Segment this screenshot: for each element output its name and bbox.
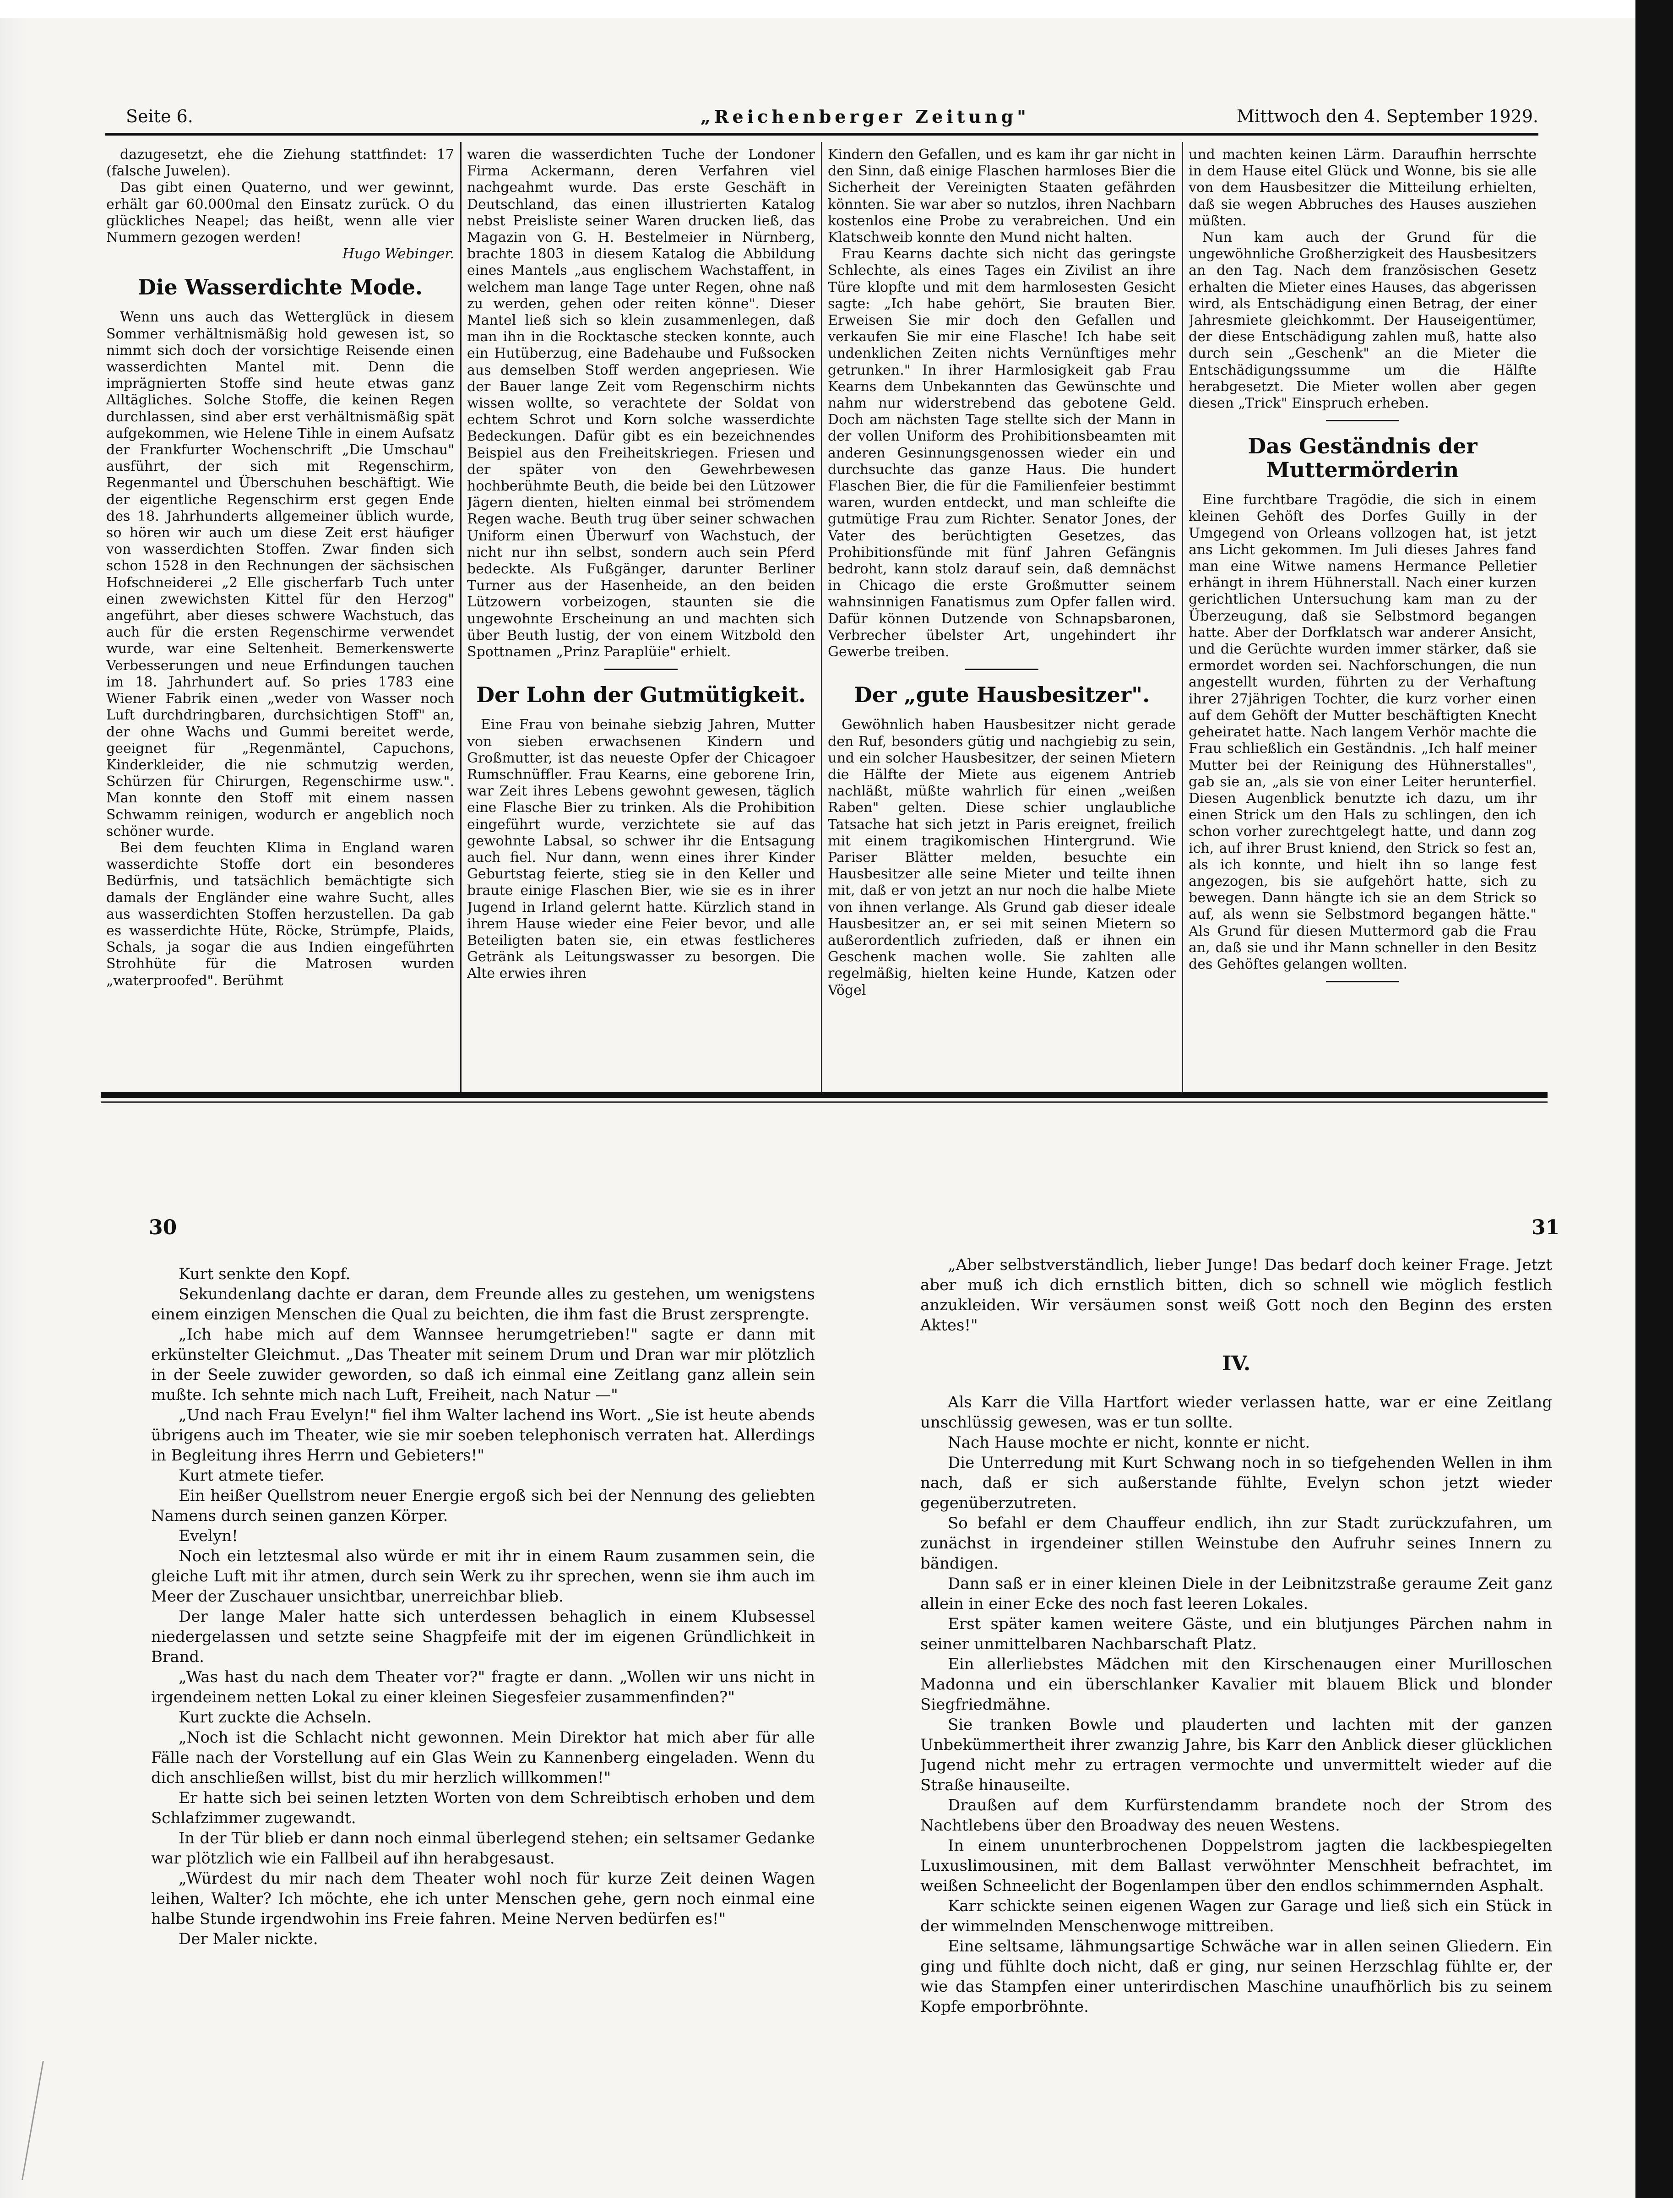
column-1 (106, 147, 454, 1085)
novel-paragraph: Sie tranken Bowle und plauderten und lachten mit der ganzen Unbekümmertheit ihrer zwanzig Jahre, bis Karr den Anblick dieser glücklichen Jugend nicht mehr zu ertragen vermochte und unvermittelt wieder auf die Straße hinauseilte. (920, 1716, 1552, 1794)
section-rule (101, 1092, 1548, 1098)
novel-paragraph: In der Tür blieb er dann noch einmal überlegend stehen; ein seltsamer Gedanke war plötzlich wie ein Fallbeil auf ihn herabgesaust. (151, 1829, 815, 1868)
page-number-left: 30 (149, 1216, 177, 1239)
novel-paragraph: Draußen auf dem Kurfürstendamm brandete noch der Strom des Nachtlebens über den Broadway des neuen Westens. (920, 1796, 1552, 1835)
article-paragraph: Kindern den Gefallen, und es kam ihr gar nicht in den Sinn, daß einige Flaschen harmloses Bier die Sicherheit der Vereinigten Staaten gefährden könnten. Sie war aber so nutzlos, ihren Nachbarn kostenlos eine Probe zu verabreichen. Und ein Klatschweib konnte den Mund nicht halten. (828, 147, 1176, 246)
newspaper-title: „Reichenberger Zeitung" (701, 106, 1030, 127)
article-paragraph: Wenn uns auch das Wetterglück in diesem Sommer verhältnismäßig hold gewesen ist, so nimmt sich doch der vorsichtige Reisende einen wasserdichten Mantel mit. Denn die imprägnierten Stoffe sind heute etwas ganz Alltägliches. Solche Stoffe, die keinen Regen durchlassen, sind aber erst verhältnismäßig spät aufgekommen, wie Helene Tihle in einem Aufsatz der Frankfurter Wochenschrift „Die Umschau" ausführt, der sich mit Regenschirm, Regenmantel und Überschuhen beschäftigt. Wie der eigentliche Regenschirm erst gegen Ende des 18. Jahrhunderts allgemeiner üblich wurde, so hören wir auch um diese Zeit erst häufiger von wasserdichten Stoffen. Zwar finden sich schon 1528 in den Rechnungen der sächsischen Hofschneiderei „2 Elle gischerfarb Tuch unter einen zwewichsten Kittel für den Herzog" angeführt, aber dieses schwere Wachstuch, das auch für die ersten Regenschirme verwendet wurde, war eine Seltenheit. Bemerkenswerte Verbesserungen und neue Erfindungen tauchen im 18. Jahrhundert auf. So pries 1783 eine Wiener Fabrik einen „weder von Wasser noch Luft durchdringbaren, durchsichtigen Stoff" an, der ohne Wachs und Gummi bereitet werde, geeignet für „Regenmäntel, Capuchons, Kinderkleider, die nie schmutzig werden, Schürzen für Chirurgen, Regenschirme usw.". Man konnte den Stoff mit einem nassen Schwamm reinigen, wodurch er angeblich noch schöner wurde. (106, 309, 454, 839)
novel-paragraph: Evelyn! (179, 1527, 238, 1545)
page-label: Seite 6. (126, 106, 193, 126)
column-2 (467, 147, 815, 1085)
novel-paragraph: „Was hast du nach dem Theater vor?" fragte er dann. „Wollen wir uns nicht in irgendeinem netten Lokal zu einer kleinen Siegesfeier zusammenfinden?" (151, 1668, 815, 1706)
article-author: Hugo Webinger. (342, 246, 454, 262)
novel-paragraph: Ein heißer Quellstrom neuer Energie ergoß sich bei der Nennung des geliebten Namens durch seinen ganzen Körper. (151, 1487, 815, 1525)
article-headline: Die Wasserdichte Mode. (137, 275, 423, 300)
article-paragraph: Gewöhnlich haben Hausbesitzer nicht gerade den Ruf, besonders gütig und nachgiebig zu sein, und ein solcher Hausbesitzer, der seinen Mietern die Hälfte der Miete aus eigenem Antrieb nachläßt, müßte wahrlich für einen „weißen Raben" gelten. Diese schier unglaubliche Tatsache hat sich jetzt in Paris ereignet, freilich mit einem tragikomischen Hintergrund. Wie Pariser Blätter melden, besuchte ein Hausbesitzer alle seine Mieter und teilte ihnen mit, daß er von jetzt an nur noch die halbe Miete von ihnen verlange. Als Grund gab dieser ideale Hausbesitzer an, er sei mit seinen Mietern so außerordentlich zufrieden, daß er ihnen ein Geschenk machen wolle. Sie zahlten alle regelmäßig, hielten keine Hunde, Katzen oder Vögel (828, 717, 1176, 998)
novel-right-page (920, 1255, 1552, 2056)
novel-paragraph: Karr schickte seinen eigenen Wagen zur Garage und ließ sich ein Stück in der wimmelnden Menschenwoge mittreiben. (920, 1897, 1552, 1935)
novel-paragraph: Als Karr die Villa Hartfort wieder verlassen hatte, war er eine Zeitlang unschlüssig gewesen, was er tun sollte. (920, 1393, 1552, 1432)
article-headline: Das Geständnis der Muttermörderin (1248, 434, 1477, 483)
novel-paragraph: In einem ununterbrochenen Doppelstrom jagten die lackbespiegelten Luxuslimousinen, mit dem Ballast verwöhnter Menschheit befrachtet, im weißen Schneelicht der Bogenlampen über den endlos schimmernden Asphalt. (920, 1836, 1552, 1895)
column-4 (1189, 147, 1537, 1085)
article-paragraph: Eine furchtbare Tragödie, die sich in einem kleinen Gehöft des Dorfes Guilly in der Umgegend von Orleans vollzogen hat, ist jetzt ans Licht gekommen. Im Juli dieses Jahres fand man eine Witwe namens Hermance Pelletier erhängt in ihrem Hühnerstall. Nach einer kurzen gerichtlichen Untersuchung kam man zu der Überzeugung, daß sie Selbstmord begangen hatte. Aber der Dorfklatsch war anderer Ansicht, und die Gerüchte wurden immer stärker, daß sie ermordet worden sei. Nachforschungen, die nun angestellt wurden, führten zu der Verhaftung ihrer 27jährigen Tochter, die kurz vorher einen auf dem Gehöft der Mutter beschäftigten Knecht geheiratet hatte. Nach langem Verhör machte die Frau schließlich ein Geständnis. „Ich half meiner Mutter bei der Reinigung des Hühnerstalles", gab sie an, „als sie von einer Leiter herunterfiel. Diesen Augenblick benutzte ich dazu, um ihr einen Strick um den Hals zu schlingen, den ich schon vorher zurechtgelegt hatte, und dann zog ich, auf ihrer Brust kniend, den Strick so fest an, als ich konnte, und hielt ihn so lange fest angezogen, bis sie aufgehört hatte, sich zu bewegen. Dann hängte ich sie an dem Strick so auf, als wenn sie Selbstmord begangen hätte." Als Grund für diesen Muttermord gab die Frau an, daß sie und ihr Mann schneller in den Besitz des Gehöftes gelangen wollten. (1189, 492, 1537, 972)
article-paragraph: dazugesetzt, ehe die Ziehung stattfindet: 17 (falsche Juwelen). (106, 147, 454, 180)
novel-paragraph: Der Maler nickte. (179, 1930, 318, 1948)
column-divider (1182, 142, 1183, 1095)
novel-paragraph: Der lange Maler hatte sich unterdessen behaglich in einem Klubsessel niedergelassen und setzte seine Shagpfeife mit der im eigenen Gründlichkeit in Brand. (151, 1607, 815, 1666)
novel-paragraph: Kurt senkte den Kopf. (179, 1265, 351, 1283)
novel-paragraph: „Und nach Frau Evelyn!" fiel ihm Walter lachend ins Wort. „Sie ist heute abends übrigens auch im Theater, wie sie mir soeben telephonisch verraten hat. Allerdings in Begleitung ihres Herrn und Gebieters!" (151, 1406, 815, 1465)
article-separator (965, 669, 1038, 670)
article-paragraph: Frau Kearns dachte sich nicht das geringste Schlechte, als eines Tages ein Zivilist an ihre Türe klopfte und mit dem harmlosesten Gesicht sagte: „Ich habe gehört, Sie brauten Bier. Erweisen Sie mir doch den Gefallen und verkaufen Sie mir eine Flasche! Ich habe seit undenklichen Zeiten nichts Vernünftiges mehr getrunken." In ihrer Harmlosigkeit gab Frau Kearns dem Unbekannten das Gewünschte und nahm nur widerstrebend das gebotene Geld. Doch am nächsten Tage stellte sich der Mann in der vollen Uniform des Prohibitionsbeamten mit anderen Gesinnungsgenossen wieder ein und durchsuchte das ganze Haus. Die hundert Flaschen Bier, die für die Familienfeier bestimmt waren, wurden entdeckt, und man schleifte die gutmütige Frau zum Richter. Senator Jones, der Vater des berüchtigten Gesetzes, das Prohibitionsfünde mit fünf Jahren Gefängnis bedroht, kann stolz darauf sein, daß demnächst in Chicago die erste Großmutter seinem wahnsinnigen Fanatismus zum Opfer fallen wird. Dafür können Dutzende von Schnapsbaronen, Verbrecher übelster Art, ungehindert ihr Gewerbe treiben. (828, 246, 1176, 660)
novel-paragraph: Noch ein letztesmal also würde er mit ihr in einem Raum zusammen sein, die gleiche Luft mit ihr atmen, durch sein Werk zu ihr sprechen, wenn sie ihm auch im Meer der Zuschauer unsichtbar, unerreichbar blieb. (151, 1547, 815, 1606)
novel-paragraph: Ein allerliebstes Mädchen mit den Kirschenaugen einer Murilloschen Madonna und ein überschlanker Kavalier mit blauem Blick und blonder Siegfriedmähne. (920, 1655, 1552, 1714)
chapter-heading: IV. (1222, 1352, 1251, 1375)
novel-paragraph: Er hatte sich bei seinen letzten Worten von dem Schreibtisch erhoben und dem Schlafzimmer zugewandt. (151, 1789, 815, 1827)
novel-paragraph: Nach Hause mochte er nicht, konnte er nicht. (948, 1433, 1310, 1452)
novel-paragraph: Erst später kamen weitere Gäste, und ein blutjunges Pärchen nahm in seiner unmittelbaren Nachbarschaft Platz. (920, 1615, 1552, 1653)
article-paragraph: Eine Frau von beinahe siebzig Jahren, Mutter von sieben erwachsenen Kindern und Großmutter, ist das neueste Opfer der Chicagoer Rumschnüffler. Frau Kearns, eine geborene Irin, war Zeit ihres Lebens gewohnt gewesen, täglich eine Flasche Bier zu trinken. Als die Prohibition eingeführt wurde, verzichtete sie auf das gewohnte Labsal, so schwer ihr die Entsagung auch fiel. Nur dann, wenn eines ihrer Kinder Geburtstag feierte, stieg sie in den Keller und braute einige Flaschen Bier, wie sie es in ihrer Jugend in Irland gelernt hatte. Kürzlich stand in ihrem Hause wieder eine Feier bevor, und alle Beteiligten baten sie, ein etwas festlicheres Getränk als Leitungswasser zu besorgen. Die Alte erwies ihren (467, 717, 815, 982)
article-headline: Der „gute Hausbesitzer". (853, 682, 1150, 708)
article-paragraph: waren die wasserdichten Tuche der Londoner Firma Ackermann, deren Verfahren viel nachgeahmt wurde. Das erste Geschäft in Deutschland, das einen illustrierten Katalog nebst Preisliste seiner Waren drucken ließ, das Magazin von G. H. Bestelmeier in Nürnberg, brachte 1803 in diesem Katalog die Abbildung eines Mantels „aus englischem Wachstaffent, in welchem man lange Tage unter Regen, ohne naß zu werden, gehen oder reiten könne". Dieser Mantel ließ sich so klein zusammenlegen, daß man ihn in die Rocktasche stecken konnte, auch ein Hutüberzug, eine Badehaube und Fußsocken aus demselben Stoff werden angepriesen. Wie der Bauer lange Zeit vom Regenschirm nichts wissen wollte, so verachtete der Soldat von echtem Schrot und Korn solche wasserdichte Bedeckungen. Dafür gibt es ein bezeichnendes Beispiel aus den Freiheitskriegen. Friesen und der später von den Gewehrbewesen hochberühmte Beuth, die beide bei den Lützower Jägern dienten, hielten einmal bei strömendem Regen wache. Beuth trug über seiner schwachen Uniform einen Überwurf von Wachstuch, der nicht nur ihn selbst, sondern auch sein Pferd bedeckte. Als Fußgänger, darunter Berliner Turner aus der Hasenheide, an den beiden Lützowern vorbeizogen, staunten sie die ungewohnte Erscheinung an und machten sich über Beuth lustig, der von einem Witzbold den Spottnamen „Prinz Paraplüie" erhielt. (467, 147, 815, 660)
article-paragraph: Bei dem feuchten Klima in England waren wasserdichte Stoffe dort ein besonderes Bedürfnis, und tatsächlich bemächtigte sich damals der Engländer eine wahre Sucht, alles aus wasserdichten Stoffen herzustellen. Da gab es wasserdichte Hüte, Röcke, Strümpfe, Plaids, Schals, ja sogar die aus Indien eingeführten Strohhüte für die Matrosen wurden „waterproofed". Berühmt (106, 839, 454, 989)
article-separator (1326, 420, 1399, 421)
column-divider (821, 142, 822, 1095)
novel-paragraph: Kurt atmete tiefer. (179, 1466, 325, 1485)
scan-margin (0, 0, 27, 2212)
column-3 (828, 147, 1176, 1085)
novel-paragraph: Die Unterredung mit Kurt Schwang noch in so tiefgehenden Wellen in ihm nach, daß er sich außerstande fühlte, Evelyn schon jetzt wieder gegenüberzutreten. (920, 1454, 1552, 1512)
article-separator (604, 669, 678, 670)
novel-paragraph: Dann saß er in einer kleinen Diele in der Leibnitzstraße geraume Zeit ganz allein in einer Ecke des noch fast leeren Lokales. (920, 1575, 1552, 1613)
novel-left-page (151, 1264, 815, 2065)
novel-paragraph: Eine seltsame, lähmungsartige Schwäche war in allen seinen Gliedern. Ein ging und fühlte doch nicht, daß er ging, nur seinen Herzschlag fühlte er, der wie das Stampfen einer unterirdischen Maschine unaufhörlich bis zu seinem Kopfe emporbröhnte. (920, 1937, 1552, 2016)
scan-top-border (0, 0, 1673, 18)
scan-right-border (1635, 0, 1673, 2212)
article-separator (1326, 981, 1399, 982)
page-number-right: 31 (1532, 1216, 1560, 1239)
article-headline: Der Lohn der Gutmütigkeit. (476, 682, 806, 708)
column-divider (460, 142, 462, 1095)
scan-bottom-border (0, 2198, 1673, 2212)
novel-paragraph: So befahl er dem Chauffeur endlich, ihn zur Stadt zurückzufahren, um zunächst in irgendeiner stillen Weinstube den Aufruhr seines Innern zu bändigen. (920, 1514, 1552, 1573)
article-paragraph: Das gibt einen Quaterno, und wer gewinnt, erhält gar 60.000mal den Einsatz zurück. O du glückliches Neapel; das heißt, wenn alle vier Nummern gezogen werden! (106, 180, 454, 246)
novel-paragraph: Sekundenlang dachte er daran, dem Freunde alles zu gestehen, um wenigstens einem einzigen Menschen die Qual zu beichten, die ihm fast die Brust zersprengte. (151, 1285, 815, 1324)
novel-paragraph: „Ich habe mich auf dem Wannsee herumgetrieben!" sagte er dann mit erkünstelter Gleichmut. „Das Theater mit seinem Drum und Dran war mir plötzlich in der Seele zuwider geworden, so daß ich einmal eine Zeitlang ganz allein sein mußte. Ich sehnte mich nach Luft, Freiheit, nach Natur —" (151, 1325, 815, 1404)
novel-paragraph: Kurt zuckte die Achseln. (179, 1708, 372, 1727)
article-paragraph: Nun kam auch der Grund für die ungewöhnliche Großherzigkeit des Hausbesitzers an den Tag. Nach dem französischen Gesetz erhalten die Mieter eines Hauses, das abgerissen wird, als Entschädigung einen Betrag, der einer Jahresmiete gleichkommt. Der Hauseigentümer, der diese Entschädigung zahlen muß, hatte also durch sein „Geschenk" an die Mieter die Entschädigungssumme um die Hälfte herabgesetzt. Die Mieter wollen aber gegen diesen „Trick" Einspruch erheben. (1189, 229, 1537, 412)
article-paragraph: und machten keinen Lärm. Daraufhin herrschte in dem Hause eitel Glück und Wonne, bis sie alle von dem Hausbesitzer die Mitteilung erhielten, daß sie wegen Abbruches des Hauses ausziehen müßten. (1189, 147, 1537, 229)
novel-paragraph: „Aber selbstverständlich, lieber Junge! Das bedarf doch keiner Frage. Jetzt aber muß ich dich ernstlich bitten, dich so schnell wie möglich festlich anzukleiden. Wir versäumen sonst weiß Gott noch den Beginn des ersten Aktes!" (920, 1256, 1552, 1335)
novel-paragraph: „Noch ist die Schlacht nicht gewonnen. Mein Direktor hat mich aber für alle Fälle nach der Vorstellung auf ein Glas Wein zu Kannenberg eingeladen. Wenn du dich anschließen willst, bist du mir herzlich willkommen!" (151, 1728, 815, 1787)
issue-date: Mittwoch den 4. September 1929. (1236, 106, 1538, 126)
novel-paragraph: „Würdest du mir nach dem Theater wohl noch für kurze Zeit deinen Wagen leihen, Walter? Ich möchte, ehe ich unter Menschen gehe, gern noch einmal eine halbe Stunde irgendwohin ins Freie fahren. Meine Nerven bedürfen es!" (151, 1869, 815, 1928)
header-rule (105, 133, 1538, 136)
section-rule-thin (101, 1101, 1548, 1103)
page-header (105, 101, 1538, 128)
page-corner-mark (22, 2061, 85, 2180)
